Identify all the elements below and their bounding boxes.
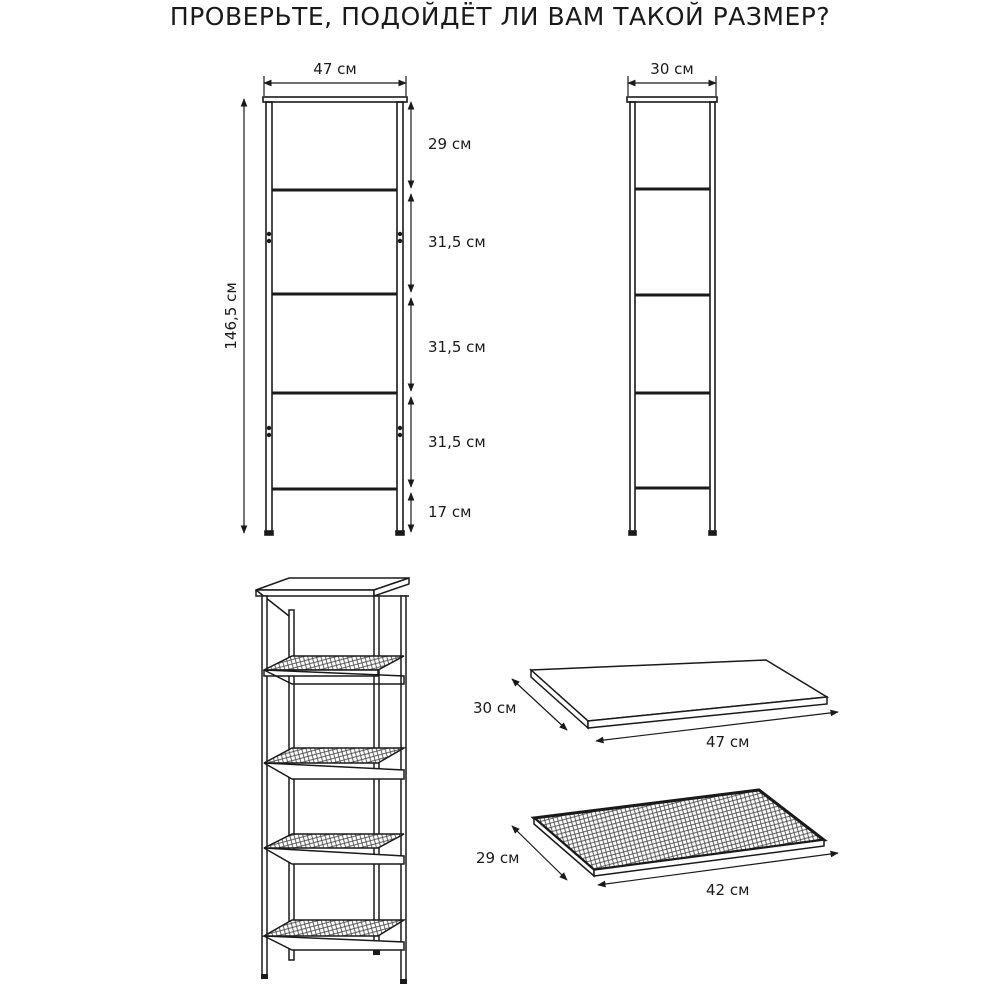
perspective-right-front-leg <box>401 596 406 981</box>
front-right-foot <box>396 531 404 535</box>
perspective-left-front-leg <box>262 596 267 976</box>
side-depth-dimension <box>628 76 716 96</box>
side-right-foot <box>709 531 716 535</box>
front-left-leg <box>266 102 272 533</box>
side-top-board <box>627 97 717 102</box>
perspective-view <box>256 578 409 984</box>
mesh-shelf-detail <box>534 790 824 876</box>
section-label-5: 17 см <box>428 503 472 521</box>
section-label-2: 31,5 см <box>428 233 486 251</box>
front-view <box>263 97 407 535</box>
side-depth-label: 30 см <box>650 60 694 78</box>
front-left-foot <box>265 531 273 535</box>
front-height-label: 146,5 см <box>222 282 240 350</box>
side-left-foot <box>629 531 636 535</box>
top-board-width-label: 47 см <box>706 733 750 751</box>
side-left-leg <box>630 102 635 533</box>
front-width-label: 47 см <box>313 60 357 78</box>
perspective-mesh-shelves <box>264 656 404 950</box>
top-board-depth-label: 30 см <box>473 699 517 717</box>
section-label-4: 31,5 см <box>428 433 486 451</box>
front-bolts <box>267 232 402 437</box>
section-label-1: 29 см <box>428 135 472 153</box>
top-board-detail <box>531 660 827 728</box>
mesh-shelf-width-label: 42 см <box>706 881 750 899</box>
front-top-board <box>263 97 407 102</box>
section-label-3: 31,5 см <box>428 338 486 356</box>
side-right-leg <box>710 102 715 533</box>
mesh-shelf-depth-label: 29 см <box>476 849 520 867</box>
page-title: ПРОВЕРЬТЕ, ПОДОЙДЁТ ЛИ ВАМ ТАКОЙ РАЗМЕР? <box>169 2 831 31</box>
front-right-leg <box>397 102 403 533</box>
front-width-dimension <box>264 76 406 96</box>
side-view <box>627 97 717 535</box>
